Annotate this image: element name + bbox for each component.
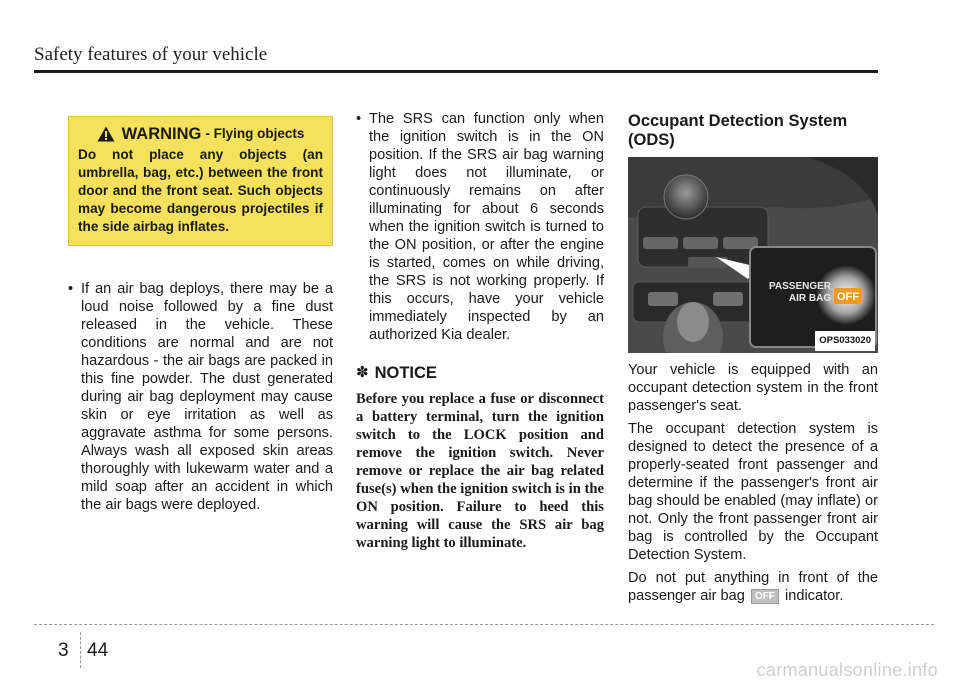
column-2 [356, 110, 604, 552]
warning-box [68, 116, 333, 246]
notice-star-icon: ✽ [356, 364, 369, 381]
warning-header [78, 125, 323, 143]
footer-rule [34, 624, 934, 625]
list-item: • The SRS can function only when the ignition switch is in the ON position. If the SRS air bag warning light does not illuminate, or continuously remains on after illuminating for about 6 seconds when the ignition switch is turned to the ON position, or after the engine is started, comes on while driving, the SRS is not working properly. If this occurs, have your vehicle immediately inspected by an authorized Kia dealer. [356, 110, 604, 344]
figure-indicator-off: OFF [837, 291, 859, 303]
notice-heading [356, 364, 604, 382]
bullet-list [356, 110, 604, 344]
dashboard-illustration [628, 157, 878, 353]
paragraph-text-after: indicator. [784, 588, 844, 604]
list-item: • If an air bag deploys, there may be a loud noise followed by a fine dust released in the vehicle. These conditions are normal and are not hazardous - the air bags are packed in this fine powder. The dust generated during air bag deployment may cause skin or eye irritation as well as aggravate asthma for some persons. Always wash all exposed skin areas thoroughly with lukewarm water and a mild soap after an accident in which the air bags were deployed. [68, 280, 333, 514]
figure-code: OPS033020 [815, 331, 875, 351]
column-1 [68, 110, 333, 514]
page-number: 44 [87, 640, 109, 661]
footer-divider [80, 632, 81, 668]
notice-title: NOTICE [374, 364, 437, 382]
figure-label-passenger: PASSENGER [768, 281, 832, 292]
paragraph: Your vehicle is equipped with an occupant detection system in the front passenger's seat. [628, 362, 878, 414]
page-header-title: Safety features of your vehicle [34, 44, 268, 65]
warning-triangle-icon [97, 126, 115, 142]
notice-body: Before you replace a fuse or disconnect a battery terminal, turn the ignition switch to the LOCK position and remove the ignition switch. Never remove or replace the air bag related fuse(s) when the ignition switch is in the ON position. Failure to heed this warning will cause the SRS air bag warning light to illuminate. [356, 391, 604, 551]
paragraph-text-before: Do not put anything in front of the passenger air bag [628, 570, 878, 604]
column-3 [628, 110, 878, 610]
bullet-list [68, 280, 333, 514]
warning-subtitle: - Flying objects [205, 126, 305, 141]
section-title: Occupant Detection System (ODS) [628, 112, 848, 149]
warning-title: WARNING [121, 125, 202, 143]
paragraph: The occupant detection system is designed to detect the presence of a properly-seated front passenger and determine if the passenger's front air bag should be enabled (may inflate) or not. Only the front passenger front air bag is controlled by the Occupant Detection System. [628, 421, 878, 563]
header-rule [34, 70, 878, 73]
ods-figure [628, 157, 878, 353]
warning-body: Do not place any objects (an umbrella, bag, etc.) between the front door and the front seat. Such objects may become dangerous projectiles if the side airbag inflates. [78, 147, 323, 234]
figure-label-airbag: AIR BAG [788, 293, 832, 304]
watermark: carmanualsonline.info [756, 660, 938, 680]
off-indicator-icon: OFF [751, 589, 779, 604]
paragraph-last [628, 569, 878, 605]
chapter-number: 3 [58, 640, 69, 661]
